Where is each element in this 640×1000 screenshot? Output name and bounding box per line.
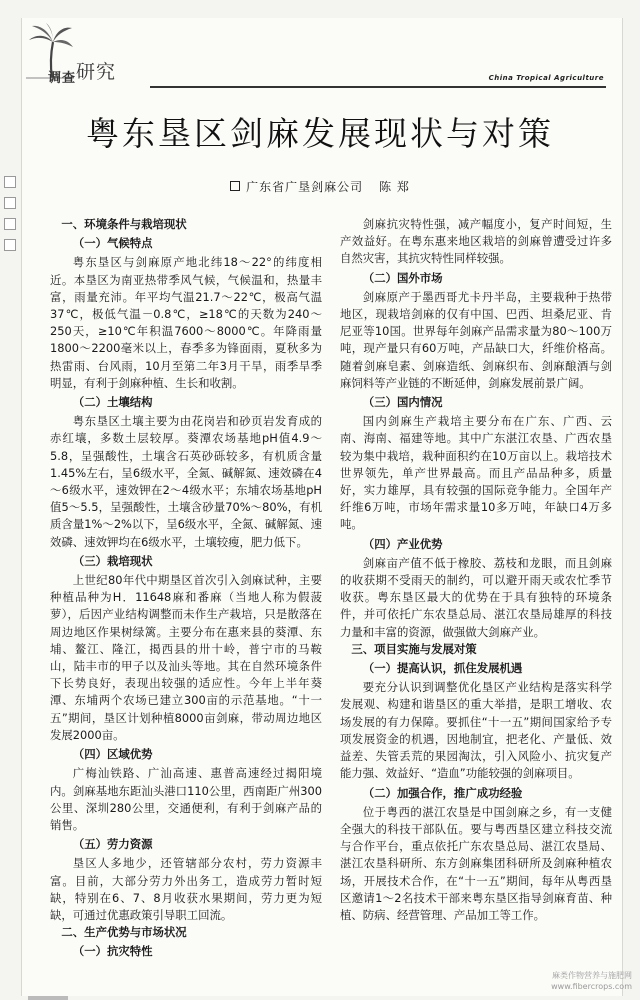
subsection-heading: （二）加强合作，推广成功经验 bbox=[362, 785, 523, 800]
subsection-heading: （四）产业优势 bbox=[362, 536, 443, 551]
paragraph: 位于粤西的湛江农垦是中国剑麻之乡，有一支健全强大的科技干部队伍。要与粤西垦区建立科技交流与合作平台，重点依托广东农垦总局、湛江农垦局、湛江农垦科研所、东方剑麻集团科研所及剑麻种植农场，开展技术合作，在“十一五”期间，每年从粤西垦区邀请1～2名技术干部来粤东垦区指导剑麻育苗、种植、防病、经营管理、产品加工等工作。 bbox=[340, 804, 612, 922]
paragraph: 粤东垦区与剑麻原产地北纬18～22°的纬度相近。本垦区为南亚热带季风气候，气候温和，热量丰富，雨量充沛。年平均气温21.7～22℃，极高气温37℃，极低气温－0.8℃，≥18℃的天数为240～250天，≥10℃年积温7600～8000℃。年降雨量1800～2200毫米以上，春季多为锋面雨，夏秋多为热雷雨、台风雨，10月至第二年3月干旱，雨季旱季明显，有利于剑麻种植、生长和收割。 bbox=[50, 255, 322, 390]
subsection-heading: （一）气候特点 bbox=[72, 236, 153, 251]
paragraph: 垦区人多地少，还管辖部分农村，劳力资源丰富。目前，大部分劳力外出务工，造成劳力暂时短缺，特别在6、7、8月收获水果期间，劳力更为短缺，可通过优惠政策引导职工回流。 bbox=[50, 856, 322, 922]
section-heading: 三、项目实施与发展对策 bbox=[351, 641, 477, 656]
affiliation: 广东省广垦剑麻公司 bbox=[246, 180, 364, 194]
binding-mark bbox=[4, 197, 16, 209]
column-name-big: 研究 bbox=[76, 61, 117, 83]
subsection-heading: （四）区域优势 bbox=[72, 747, 153, 762]
paragraph: 广梅汕铁路、广汕高速、惠普高速经过揭阳境内。剑麻基地东距汕头港口110公里，西南距广州300公里、深圳280公里，交通便利，有利于剑麻产品的销售。 bbox=[50, 766, 322, 832]
section-heading: 二、生产优势与市场状况 bbox=[61, 925, 187, 940]
article-title: 粤东垦区剑麻发展现状与对策 bbox=[86, 114, 554, 153]
paragraph: 剑麻亩产值不低于橡胶、荔枝和龙眼，而且剑麻的收获期不受雨天的制约，可以避开雨天或农忙季节收获。粤东垦区最大的优势在于具有独特的环境条件，并可依托广东农垦总局、湛江农垦局雄厚的科技力量和丰富的资源，做强做大剑麻产业。 bbox=[340, 555, 612, 639]
paragraph: 粤东垦区土壤主要为由花岗岩和砂页岩发育成的赤红壤，多数土层较厚。葵潭农场基地pH值4.9～5.8，呈强酸性，土壤含石英砂砾较多，有机质含量1.45%左右，呈6级水平，全氮、碱解氮、速效磷在4～6级水平，速效钾在2～4级水平；东埔农场基地pH值5～5.5，呈强酸性，土壤含砂量70%～80%，有机质含量1%～2%以下，呈6级水平，全氮、碱解氮、速效磷、速效钾均在6级水平，土壤较瘦，肥力低下。 bbox=[50, 414, 322, 549]
watermark-site-name: 麻类作物营养与施肥网 bbox=[552, 971, 632, 980]
left-column bbox=[50, 216, 322, 963]
section-heading: 一、环境条件与栽培现状 bbox=[61, 217, 187, 231]
watermark-url: www.fibercrops.com bbox=[551, 982, 632, 991]
subsection-heading: （一）提高认识，抓住发展机遇 bbox=[362, 661, 523, 676]
subsection-heading: （二）土壤结构 bbox=[72, 395, 153, 410]
subsection-heading: （五）劳力资源 bbox=[72, 837, 153, 852]
subsection-heading: （二）国外市场 bbox=[362, 270, 443, 285]
paragraph: 剑麻原产于墨西哥尤卡丹半岛，主要栽种于热带地区，现栽培剑麻的仅有中国、巴西、坦桑尼亚、肯尼亚等10国。世界每年剑麻产品需求量为80～100万吨，现产量只有60万吨，产品缺口大，纤维价格高。随着剑麻皂素、剑麻造纸、剑麻织布、剑麻酿酒与剑麻饲料等产业链的不断延伸，剑麻发展前景广阔。 bbox=[340, 289, 612, 390]
paragraph: 要充分认识到调整优化垦区产业结构是落实科学发展观、构建和谐垦区的重大举措，是职工增收、农场发展的有力保障。要抓住“十一五”期间国家给予专项发展资金的机遇，因地制宜，把老化、产量低、效益差、失管丢荒的果园淘汰，引入风险小、抗灾复产能力强、效益好、“造血”功能较强的剑麻项目。 bbox=[340, 680, 612, 781]
footer-bar bbox=[28, 996, 68, 1000]
binding-mark bbox=[4, 218, 16, 230]
column-name-small: 调查 bbox=[48, 71, 77, 86]
subsection-heading: （三）栽培现状 bbox=[72, 553, 153, 568]
journal-name: China Tropical Agriculture bbox=[488, 74, 604, 82]
square-bullet-icon bbox=[230, 181, 240, 191]
author-line bbox=[0, 178, 640, 195]
subsection-heading: （三）国内情况 bbox=[362, 395, 443, 410]
header-rule bbox=[150, 86, 606, 88]
paragraph: 上世纪80年代中期垦区首次引入剑麻试种，主要种植品种为H．11648麻和番麻（当地人称为假菠萝），后因产业结构调整而未作生产栽培，只是散落在周边地区作果树绿篱。主要分布在惠来县的葵潭、东埔、鳌江、隆江，揭西县的卅十岭，普宁市的马鞍山，陆丰市的甲子以及汕头等地。其在自然环境条件下长势良好，表现出较强的适应性。今年上半年葵潭、东埔两个农场已建立300亩的示范基地。“十一五”期间，垦区计划种植8000亩剑麻，带动周边地区发展2000亩。 bbox=[50, 573, 322, 742]
right-column bbox=[340, 216, 612, 924]
author-name: 陈 郑 bbox=[379, 180, 410, 194]
site-watermark bbox=[551, 970, 632, 992]
subsection-heading: （一）抗灾特性 bbox=[72, 944, 153, 959]
paragraph: 剑麻抗灾特性强，减产幅度小，复产时间短，生产效益好。在粤东惠来地区栽培的剑麻曾遭受过许多自然灾害，其抗灾特性同样较强。 bbox=[340, 217, 612, 266]
paragraph: 国内剑麻生产栽培主要分布在广东、广西、云南、海南、福建等地。其中广东湛江农垦、广西农垦较为集中栽培，栽种面积约在10万亩以上。栽培技术世界领先，单产世界最高。而且产品品种多，质量好，实力雄厚，具有较强的国际竞争能力。全国年产纤维6万吨，市场年需求量10多万吨，年缺口4万多吨。 bbox=[340, 414, 612, 532]
column-name bbox=[48, 61, 116, 88]
binding-mark bbox=[4, 239, 16, 251]
page-header bbox=[22, 18, 622, 88]
